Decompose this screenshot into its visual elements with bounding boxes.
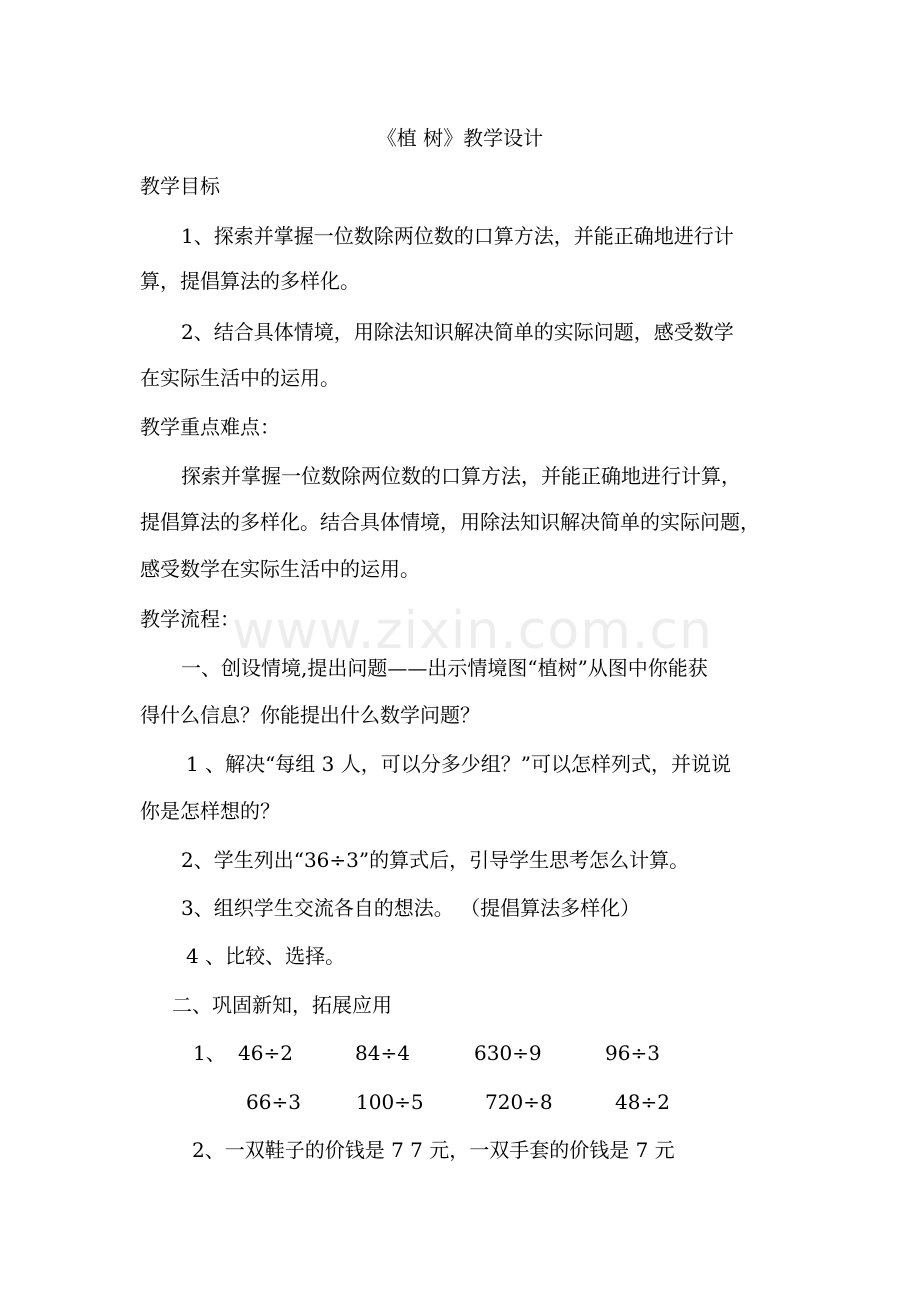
- item-3: 3、组织学生交流各自的想法。 （提倡算法多样化）: [181, 896, 641, 920]
- keypoints-heading: 教学重点难点：: [140, 415, 280, 439]
- exercise-item: 96÷3: [605, 1041, 660, 1065]
- exercise-item: 630÷9: [474, 1041, 542, 1065]
- keypoints-line-1: 探索并掌握一位数除两位数的口算方法，并能正确地进行计算，: [181, 464, 741, 488]
- objectives-heading: 教学目标: [140, 174, 220, 198]
- exercise-item: 100÷5: [356, 1090, 424, 1114]
- problem-2: 2、一双鞋子的价钱是 7 7 元，一双手套的价钱是 7 元: [192, 1138, 675, 1162]
- step-1-line-2: 得什么信息？你能提出什么数学问题？: [140, 703, 480, 727]
- objective-1-line-2: 算，提倡算法的多样化。: [140, 269, 360, 293]
- process-heading: 教学流程：: [140, 607, 240, 631]
- keypoints-line-3: 感受数学在实际生活中的运用。: [140, 557, 420, 581]
- exercise-item: 46÷2: [238, 1041, 293, 1065]
- item-1-line-1: 1 、解决“每组 3 人，可以分多少组？”可以怎样列式，并说说: [186, 752, 731, 776]
- step-1-line-1: 一、创设情境,提出问题——出示情境图“植树”从图中你能获: [181, 656, 708, 680]
- exercise-item: 48÷2: [615, 1090, 670, 1114]
- step-2: 二、巩固新知，拓展应用: [172, 993, 392, 1017]
- item-4: 4 、比较、选择。: [186, 944, 346, 968]
- item-2: 2、学生列出“36÷3”的算式后，引导学生思考怎么计算。: [181, 848, 690, 872]
- item-1-line-2: 你是怎样想的？: [140, 799, 280, 823]
- exercise-item: 66÷3: [246, 1090, 301, 1114]
- document-title: 《植 树》教学设计: [376, 126, 544, 150]
- objective-2-line-2: 在实际生活中的运用。: [140, 366, 340, 390]
- keypoints-line-2: 提倡算法的多样化。结合具体情境，用除法知识解决简单的实际问题，: [140, 510, 760, 534]
- exercise-label: 1、: [193, 1041, 226, 1065]
- objective-1-line-1: 1、探索并掌握一位数除两位数的口算方法，并能正确地进行计: [181, 224, 734, 248]
- exercise-item: 720÷8: [485, 1090, 553, 1114]
- objective-2-line-1: 2、结合具体情境，用除法知识解决简单的实际问题，感受数学: [181, 320, 734, 344]
- exercise-item: 84÷4: [355, 1041, 410, 1065]
- watermark: www.zixin.com.cn: [232, 601, 713, 661]
